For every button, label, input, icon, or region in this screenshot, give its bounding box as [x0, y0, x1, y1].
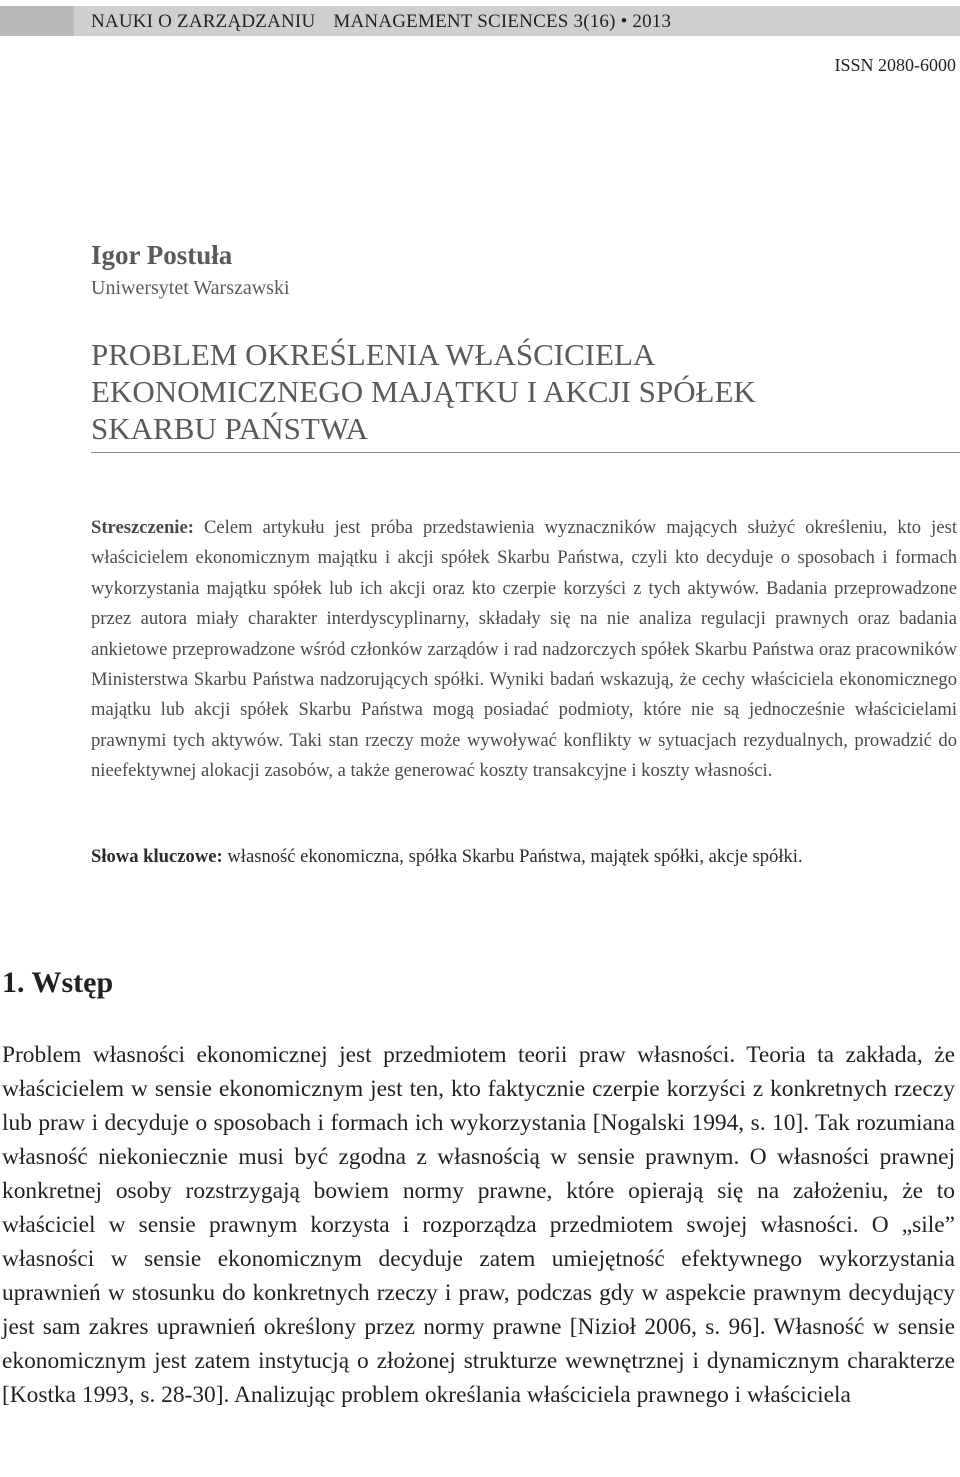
abstract-label: Streszczenie:	[91, 517, 194, 538]
abstract	[91, 513, 957, 787]
title-line: SKARBU PAŃSTWA	[91, 411, 369, 446]
keywords-label: Słowa kluczowe:	[91, 846, 223, 867]
author-name: Igor Postuła	[91, 240, 233, 270]
title-divider	[91, 452, 960, 453]
keywords	[91, 843, 957, 871]
header-accent-strip	[0, 6, 74, 36]
keywords-text: własność ekonomiczna, spółka Skarbu Państwa, majątek spółki, akcje spółki.	[227, 846, 803, 867]
journal-name-pl: NAUKI O ZARZĄDZANIU	[91, 11, 316, 32]
abstract-text: Celem artykułu jest próba przedstawienia wyznaczników mających służyć określeniu, kto jest właścicielem ekonomicznym majątku i akcji spółek Skarbu Państwa, czyli kto decyduje o sposobach i formach wykorzystania majątku spółek lub ich akcji oraz kto czerpie korzyści z tych aktywów. Badania przeprowadzone przez autora miały charakter interdyscyplinarny, składały się na nie analiza regulacji prawnych oraz badania ankietowe przeprowadzone wśród członków zarządów i rad nadzorczych spółek Skarbu Państwa oraz pracowników Ministerstwa Skarbu Państwa nadzorujących spółki. Wyniki badań wskazują, że cechy właściciela ekonomicznego majątku lub akcji spółek Skarbu Państwa mogą posiadać podmioty, które nie są jednocześnie właścicielami prawnymi tych aktywów. Taki stan rzeczy może wywoływać konflikty w sytuacjach rezydualnych, prowadzić do nieefektywnej alokacji zasobów, a także generować koszty transakcyjne i koszty własności.	[91, 517, 957, 782]
title-line: EKONOMICZNEGO MAJĄTKU I AKCJI SPÓŁEK	[91, 374, 756, 409]
article-title	[91, 336, 931, 447]
journal-header	[91, 11, 671, 33]
section-paragraph: Problem własności ekonomicznej jest przedmiotem teorii praw własności. Teoria ta zakłada, że właścicielem w sensie ekonomicznym jest ten, kto faktycznie czerpie korzyści z konkretnych rzeczy lub praw i decyduje o sposobach i formach ich wykorzystania [Nogalski 1994, s. 10]. Tak rozumiana własność niekoniecznie musi być zgodna z własnością w sensie prawnym. O własności prawnej konkretnej osoby rozstrzygają bowiem normy prawne, które opierają się na założeniu, że to właściciel w sensie prawnym korzysta i rozporządza przedmiotem swojej własności. O „sile” własności w sensie ekonomicznym decyduje zatem umiejętność efektywnego wykorzystania uprawnień w stosunku do konkretnych rzeczy i praw, podczas gdy w aspekcie prawnym decydujący jest sam zakres uprawnień określony przez normy prawne [Nizioł 2006, s. 96]. Własność w sensie ekonomicznym jest zatem instytucją o złożonej strukturze wewnętrznej i dynamicznym charakterze [Kostka 1993, s. 28-30]. Analizując problem określania właściciela prawnego i właściciela	[2, 1042, 955, 1408]
title-line: PROBLEM OKREŚLENIA WŁAŚCICIELA	[91, 337, 656, 372]
author-affiliation: Uniwersytet Warszawski	[91, 277, 290, 299]
issn: ISSN 2080-6000	[834, 55, 956, 75]
journal-name-en: MANAGEMENT SCIENCES 3(16) • 2013	[333, 11, 672, 32]
section-heading: 1. Wstęp	[2, 966, 114, 999]
